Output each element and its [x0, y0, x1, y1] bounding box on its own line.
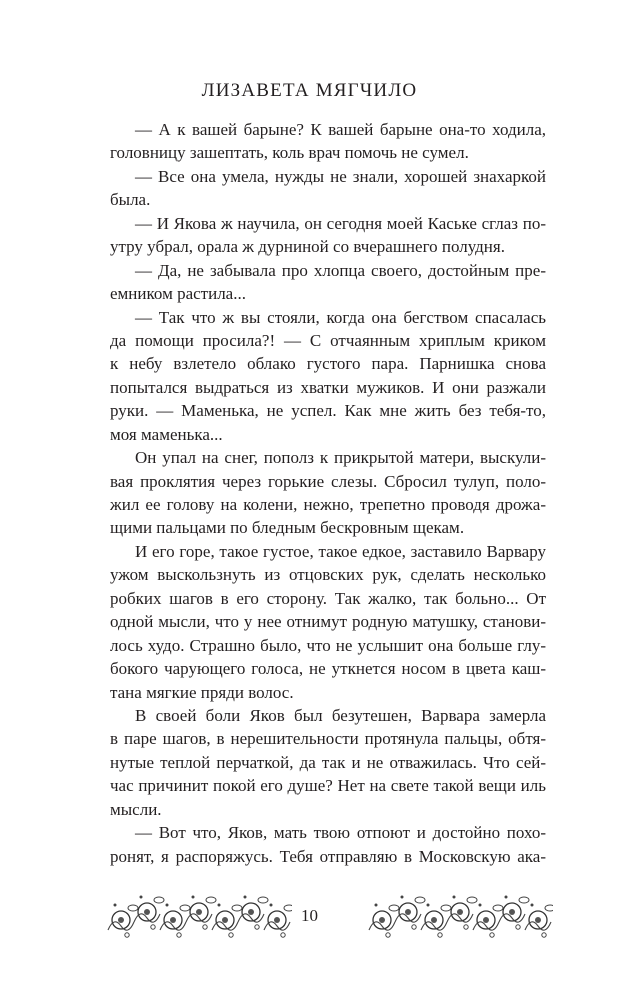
text-line: И его горе, такое густое, такое едкое, заставило Варвару — [135, 541, 546, 561]
text-line: — Вот что, Яков, мать твою отпоют и достойно похо- — [135, 823, 546, 843]
text-line: лось худо. Страшно было, что не услышит она больше глу- — [110, 635, 546, 655]
text-line: нутые теплой перчаткой, да так и не отважилась. Что сей- — [110, 752, 546, 772]
text-line: руки. — Маменька, не успел. Как мне жить без тебя-то, — [110, 401, 546, 421]
text-line: попытался выдраться из хватки мужиков. И они разжали — [110, 377, 546, 397]
text-line: одной мысли, что у нее отнимут родную матушку, станови- — [110, 612, 546, 632]
text-line: да помощи просила?! — С отчаянным хриплым криком — [110, 330, 546, 350]
text-line: час причинит покой его душе? Нет на свете такой вещи иль — [110, 776, 546, 796]
text-line: моя маменька... — [110, 424, 223, 444]
text-line: ужом выскользнуть из отцовских рук, сделать несколько — [110, 565, 546, 585]
text-line: к небу взлетело облако густого пара. Парнишка снова — [110, 354, 546, 374]
text-line: жил ее голову на колени, нежно, трепетно проводя дрожа- — [110, 495, 546, 514]
text-line: — А к вашей барыне? К вашей барыне она-то ходила, — [135, 120, 546, 139]
text-line: щими пальцами по бледным бескровным щекам. — [110, 518, 465, 538]
text-line: головницу зашептать, коль врач помочь не сумел. — [110, 143, 469, 163]
text-line: в паре шагов, в нерешительности протянула пальцы, обтя- — [110, 729, 546, 749]
running-head-author: ЛИЗАВЕТА МЯГЧИЛО — [201, 80, 418, 101]
text-line: Он упал на снег, пополз к прикрытой матери, выскули- — [135, 448, 546, 468]
body-text — [110, 118, 546, 868]
text-line: — И Якова ж научила, он сегодня моей Каське сглаз по- — [135, 213, 546, 233]
text-line: В своей боли Яков был безутешен, Варвара замерла — [135, 705, 546, 725]
text-line: вая проклятия через горькие слезы. Сбросил тулуп, поло- — [110, 471, 546, 491]
text-line: бокого чарующего голоса, не уткнется носом в цвета каш- — [110, 659, 546, 679]
text-line: мысли. — [110, 799, 162, 819]
text-line: емником растила... — [110, 284, 246, 304]
text-line: — Да, не забывала про хлопца своего, достойным пре- — [135, 260, 546, 280]
page-number: 10 — [301, 906, 318, 925]
text-line: — Все она умела, нужды не знали, хорошей знахаркой — [135, 166, 546, 186]
text-line: тана мягкие пряди волос. — [110, 682, 294, 702]
text-line: — Так что ж вы стояли, когда она бегством спасалась — [135, 307, 546, 327]
text-line: была. — [110, 190, 151, 210]
text-line: ронят, я распоряжусь. Тебя отправляю в Московскую ака- — [110, 846, 546, 866]
text-line: утру убрал, орала ж дурниной со вчерашнего полудня. — [110, 237, 505, 257]
floral-ornament-right-icon — [368, 892, 553, 938]
text-line: робких шагов в его сторону. Так жалко, так больно... От — [110, 588, 546, 608]
